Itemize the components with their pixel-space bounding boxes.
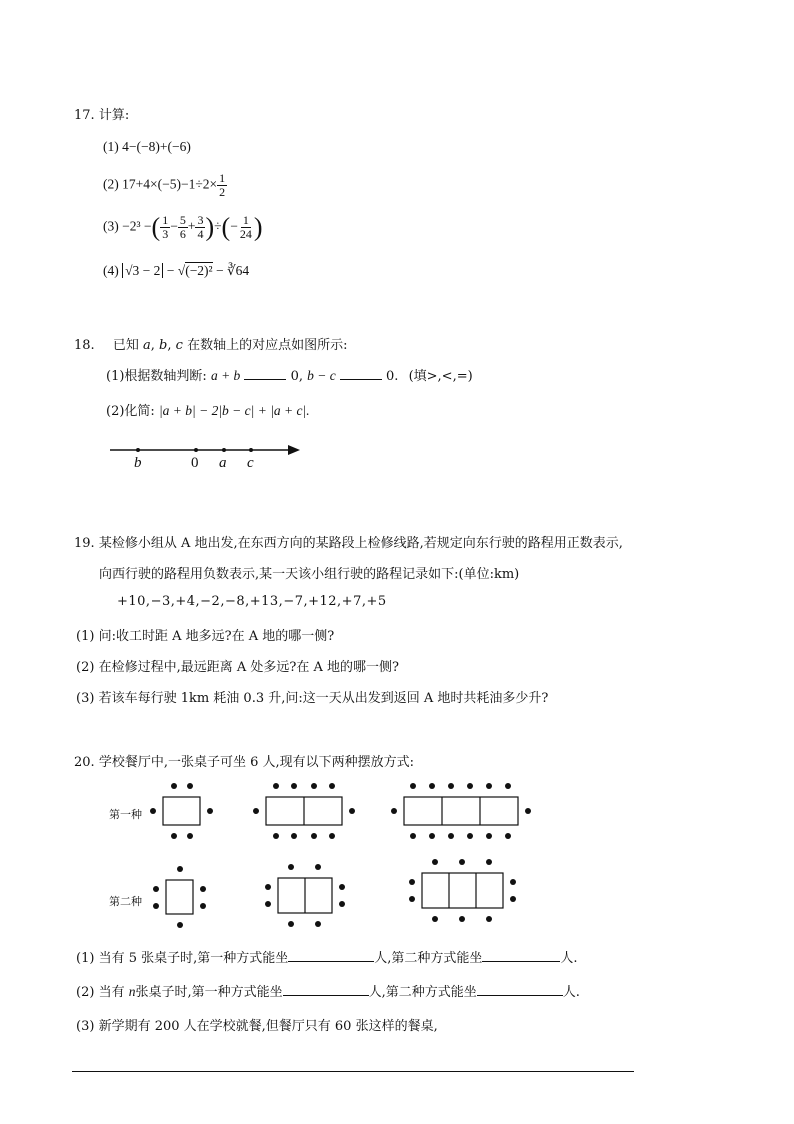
q20-intro	[74, 751, 414, 770]
q20-number: 20.	[74, 755, 95, 770]
q19-records: +10,−3,+4,−2,−8,+13,−7,+12,+7,+5	[117, 594, 387, 609]
var-a: a	[142, 338, 151, 353]
page-footer-rule	[72, 1071, 634, 1072]
var-b: b	[159, 338, 168, 353]
q18-intro-a: 已知	[112, 338, 139, 353]
q17-item-1-label: (1)	[103, 139, 119, 154]
row2-label: 第二种	[109, 895, 142, 908]
q17-title: 计算:	[98, 108, 130, 123]
var-n: n	[128, 984, 136, 999]
q19-line2: 向西行驶的路程用负数表示,某一天该小组行驶的路程记录如下:(单位:km)	[99, 567, 520, 582]
q19-sub-2-label: (2)	[76, 660, 95, 675]
expr-a-plus-b: a + b	[210, 368, 241, 383]
sep: ,	[150, 338, 155, 353]
q17-item-3-lead: −2³ −	[122, 218, 152, 234]
var-c: c	[175, 338, 183, 353]
q19-sub-2	[76, 656, 399, 675]
q20-sub-3-label: (3)	[76, 1019, 95, 1034]
q18-part2-expr: |a + b| − 2|b − c| + |a + c|.	[158, 403, 310, 418]
answer-blank[interactable]	[244, 367, 286, 380]
q19-sub-3	[76, 687, 548, 706]
q18-part2	[106, 400, 310, 419]
q19-sub-1	[76, 625, 334, 644]
q17-item-1	[103, 139, 191, 155]
row1-label: 第一种	[109, 808, 142, 821]
q20-sub-2	[76, 981, 580, 1000]
q20-sub-1-label: (1)	[76, 951, 95, 966]
q19-line1	[74, 532, 623, 551]
answer-blank[interactable]	[482, 949, 560, 962]
q20-sub-2-text-c: 人,第二种方式能坐	[368, 985, 477, 1000]
q20-sub-1	[76, 947, 578, 966]
q19-sub-3-label: (3)	[76, 691, 95, 706]
q17-item-2-label: (2)	[103, 176, 119, 192]
q19-number: 19.	[74, 536, 95, 551]
zero: 0,	[290, 369, 303, 384]
q20-sub-3	[76, 1015, 438, 1034]
q19-sub-1-text: 问:收工时距 A 地多远?在 A 地的哪一侧?	[98, 629, 335, 644]
q20-sub-1-text-a: 当有 5 张桌子时,第一种方式能坐	[98, 951, 289, 966]
fraction: $\frac{1}{2}$	[219, 171, 226, 199]
q20-sub-3-text: 新学期有 200 人在学校就餐,但餐厅只有 60 张这样的餐桌,	[98, 1019, 438, 1034]
q19-line1-text: 某检修小组从 A 地出发,在东西方向的某路段上检修线路,若规定向东行驶的路程用正数表示,	[98, 536, 623, 551]
q18-part2-label: (2)化简:	[106, 404, 155, 419]
fraction: $\frac{1}{24}$	[239, 213, 252, 241]
sqrt-term: (−2)²	[185, 263, 213, 278]
q19-sub-2-text: 在检修过程中,最远距离 A 处多远?在 A 地的哪一侧?	[98, 660, 399, 675]
cube-root-term: − ∛64	[215, 263, 250, 278]
answer-blank[interactable]	[340, 367, 382, 380]
minus-sign: −	[166, 263, 175, 278]
answer-blank[interactable]	[288, 949, 374, 962]
q20-sub-2-text-b: 张桌子时,第一种方式能坐	[135, 985, 283, 1000]
q18-number: 18.	[74, 338, 95, 353]
abs-value-term: √3 − 2	[122, 263, 163, 278]
q18-intro-b: 在数轴上的对应点如图所示:	[187, 338, 348, 353]
q17-item-2-expr: 17+4×(−5)−1÷2×	[122, 176, 218, 192]
q20-sub-2-label: (2)	[76, 985, 95, 1000]
q20-sub-2-text-a: 当有	[98, 985, 125, 1000]
zero: 0.	[386, 369, 399, 384]
q17-item-1-expr: 4−(−8)+(−6)	[122, 139, 191, 154]
q17-header	[74, 104, 129, 123]
q18-part1-label: (1)根据数轴判断:	[106, 369, 207, 384]
q17-item-4: (4) √3 − 2 − √(−2)² − ∛64	[103, 263, 250, 278]
q17-item-3: (3) −2³ −( $\frac{1}{3}$ − $\frac{5}{6}$ + $\frac{3}{4}$ )÷(− $\frac{1}{24}$ )	[103, 212, 263, 242]
fraction: $\frac{5}{6}$	[179, 213, 186, 241]
q18-intro	[74, 334, 347, 353]
sep: ,	[167, 338, 172, 353]
q20-sub-1-text-b: 人,第二种方式能坐	[374, 951, 483, 966]
q17-item-3-label: (3)	[103, 218, 119, 234]
q19-sub-1-label: (1)	[76, 629, 95, 644]
fraction: $\frac{1}{3}$	[162, 213, 169, 241]
q18-hint: (填>,<,=)	[408, 369, 473, 384]
q20-intro-text: 学校餐厅中,一张桌子可坐 6 人,现有以下两种摆放方式:	[98, 755, 415, 770]
q20-sub-1-text-c: 人.	[560, 951, 578, 966]
q17-item-4-label: (4)	[103, 263, 119, 278]
answer-blank[interactable]	[283, 983, 369, 996]
q19-sub-3-text: 若该车每行驶 1km 耗油 0.3 升,问:这一天从出发到返回 A 地时共耗油多少升?	[98, 691, 549, 706]
answer-blank[interactable]	[477, 983, 563, 996]
q17-item-2	[103, 172, 227, 199]
q20-sub-2-text-d: 人.	[562, 985, 580, 1000]
axis-label-zero: 0	[191, 455, 199, 471]
axis-label-a: a	[219, 455, 227, 471]
axis-label-b: b	[134, 455, 142, 471]
axis-label-c: c	[247, 455, 254, 471]
expr-b-minus-c: b − c	[307, 368, 336, 383]
q18-part1	[106, 365, 473, 384]
fraction: $\frac{3}{4}$	[197, 213, 204, 241]
q17-number: 17.	[74, 108, 95, 123]
